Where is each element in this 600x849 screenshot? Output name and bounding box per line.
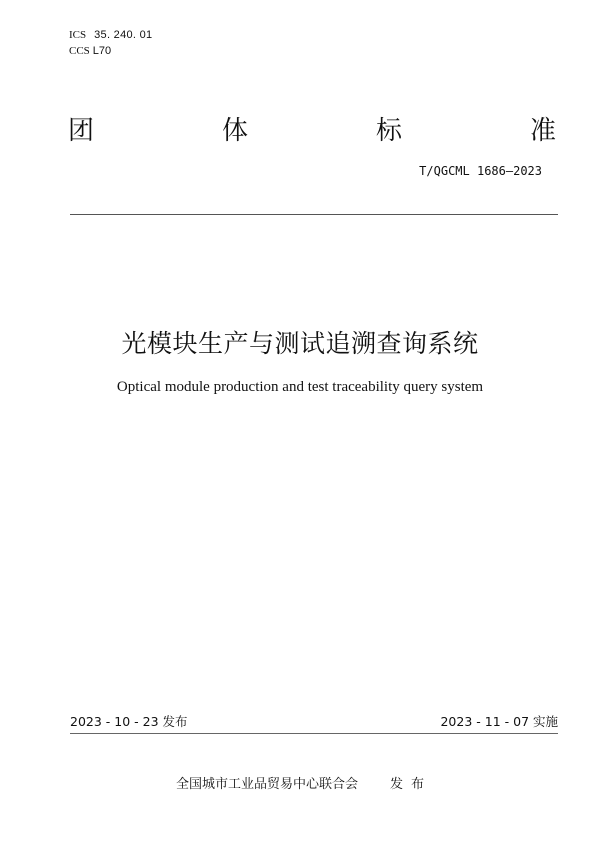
ccs-label: CCS xyxy=(69,45,90,57)
standard-type-heading xyxy=(68,114,556,148)
standard-number: T/QGCML 1686—2023 xyxy=(419,164,542,178)
implementation-date: 2023 - 11 - 07 实施 xyxy=(440,714,558,729)
heading-char: 准 xyxy=(529,116,556,146)
publisher-line xyxy=(176,776,432,794)
publisher-action: 发布 xyxy=(390,777,433,792)
ccs-code: L70 xyxy=(92,45,112,57)
ics-classification xyxy=(69,28,152,43)
heading-char: 体 xyxy=(221,116,248,146)
document-title-chinese: 光模块生产与测试追溯查询系统 xyxy=(121,329,479,358)
bottom-divider xyxy=(70,733,558,734)
publish-date: 2023 - 10 - 23 发布 xyxy=(70,714,188,729)
heading-char: 团 xyxy=(68,116,95,146)
ics-label: ICS xyxy=(69,29,87,41)
document-title-english: Optical module production and test traceability query system xyxy=(116,379,484,395)
heading-char: 标 xyxy=(375,116,402,146)
top-divider xyxy=(70,214,558,215)
ics-code: 35. 240. 01 xyxy=(94,29,153,41)
publisher-organization: 全国城市工业品贸易中心联合会 xyxy=(176,777,359,792)
ccs-classification xyxy=(69,44,111,59)
